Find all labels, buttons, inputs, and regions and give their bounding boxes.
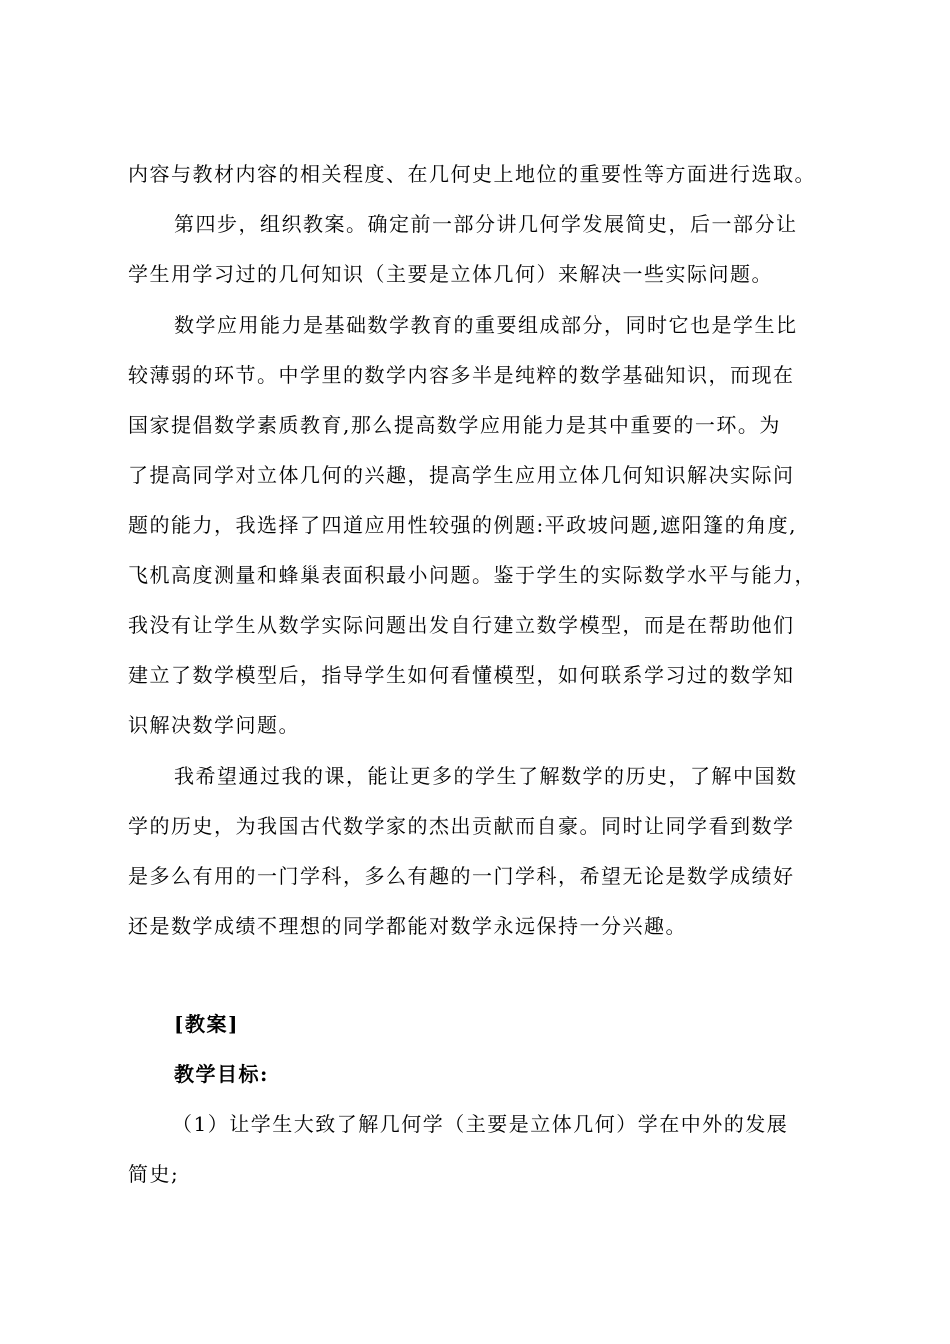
paragraph-line: 我没有让学生从数学实际问题出发自行建立数学模型，而是在帮助他们 [128,613,795,637]
paragraph-line: 识解决数学问题。 [128,713,300,737]
paragraph-line: 了提高同学对立体几何的兴趣，提高学生应用立体几何知识解决实际问 [128,463,795,487]
paragraph-line: 第四步，组织教案。确定前一部分讲几何学发展简史，后一部分让 [174,212,798,236]
paragraph-line: 我希望通过我的课，能让更多的学生了解数学的历史，了解中国数 [174,764,798,788]
paragraph-line: 飞机高度测量和蜂巢表面积最小问题。鉴于学生的实际数学水平与能力， [128,563,816,587]
paragraph-line: 题的能力，我选择了四道应用性较强的例题:平政坡问题,遮阳篷的角度, [128,513,797,537]
paragraph-line: 数学应用能力是基础数学教育的重要组成部分，同时它也是学生比 [174,313,798,337]
list-item-line: （1）让学生大致了解几何学（主要是立体几何）学在中外的发展 [172,1112,789,1136]
paragraph-line: 是多么有用的一门学科，多么有趣的一门学科，希望无论是数学成绩好 [128,864,795,888]
paragraph-line: 学生用学习过的几何知识（主要是立体几何）来解决一些实际问题。 [128,262,773,286]
paragraph-line: 还是数学成绩不理想的同学都能对数学永远保持一分兴趣。 [128,914,687,938]
paragraph-line: 建立了数学模型后，指导学生如何看懂模型，如何联系学习过的数学知 [128,663,795,687]
paragraph-line: 学的历史，为我国古代数学家的杰出贡献而自豪。同时让同学看到数学 [128,814,795,838]
section-heading: [教案] [174,1012,239,1036]
subsection-heading: 教学目标: [174,1062,269,1086]
list-item-line: 简史; [128,1162,180,1186]
paragraph-line: 较薄弱的环节。中学里的数学内容多半是纯粹的数学基础知识，而现在 [128,363,795,387]
paragraph-line: 国家提倡数学素质教育,那么提高数学应用能力是其中重要的一环。为 [128,413,781,437]
paragraph-line: 内容与教材内容的相关程度、在几何史上地位的重要性等方面进行选取。 [128,162,816,186]
